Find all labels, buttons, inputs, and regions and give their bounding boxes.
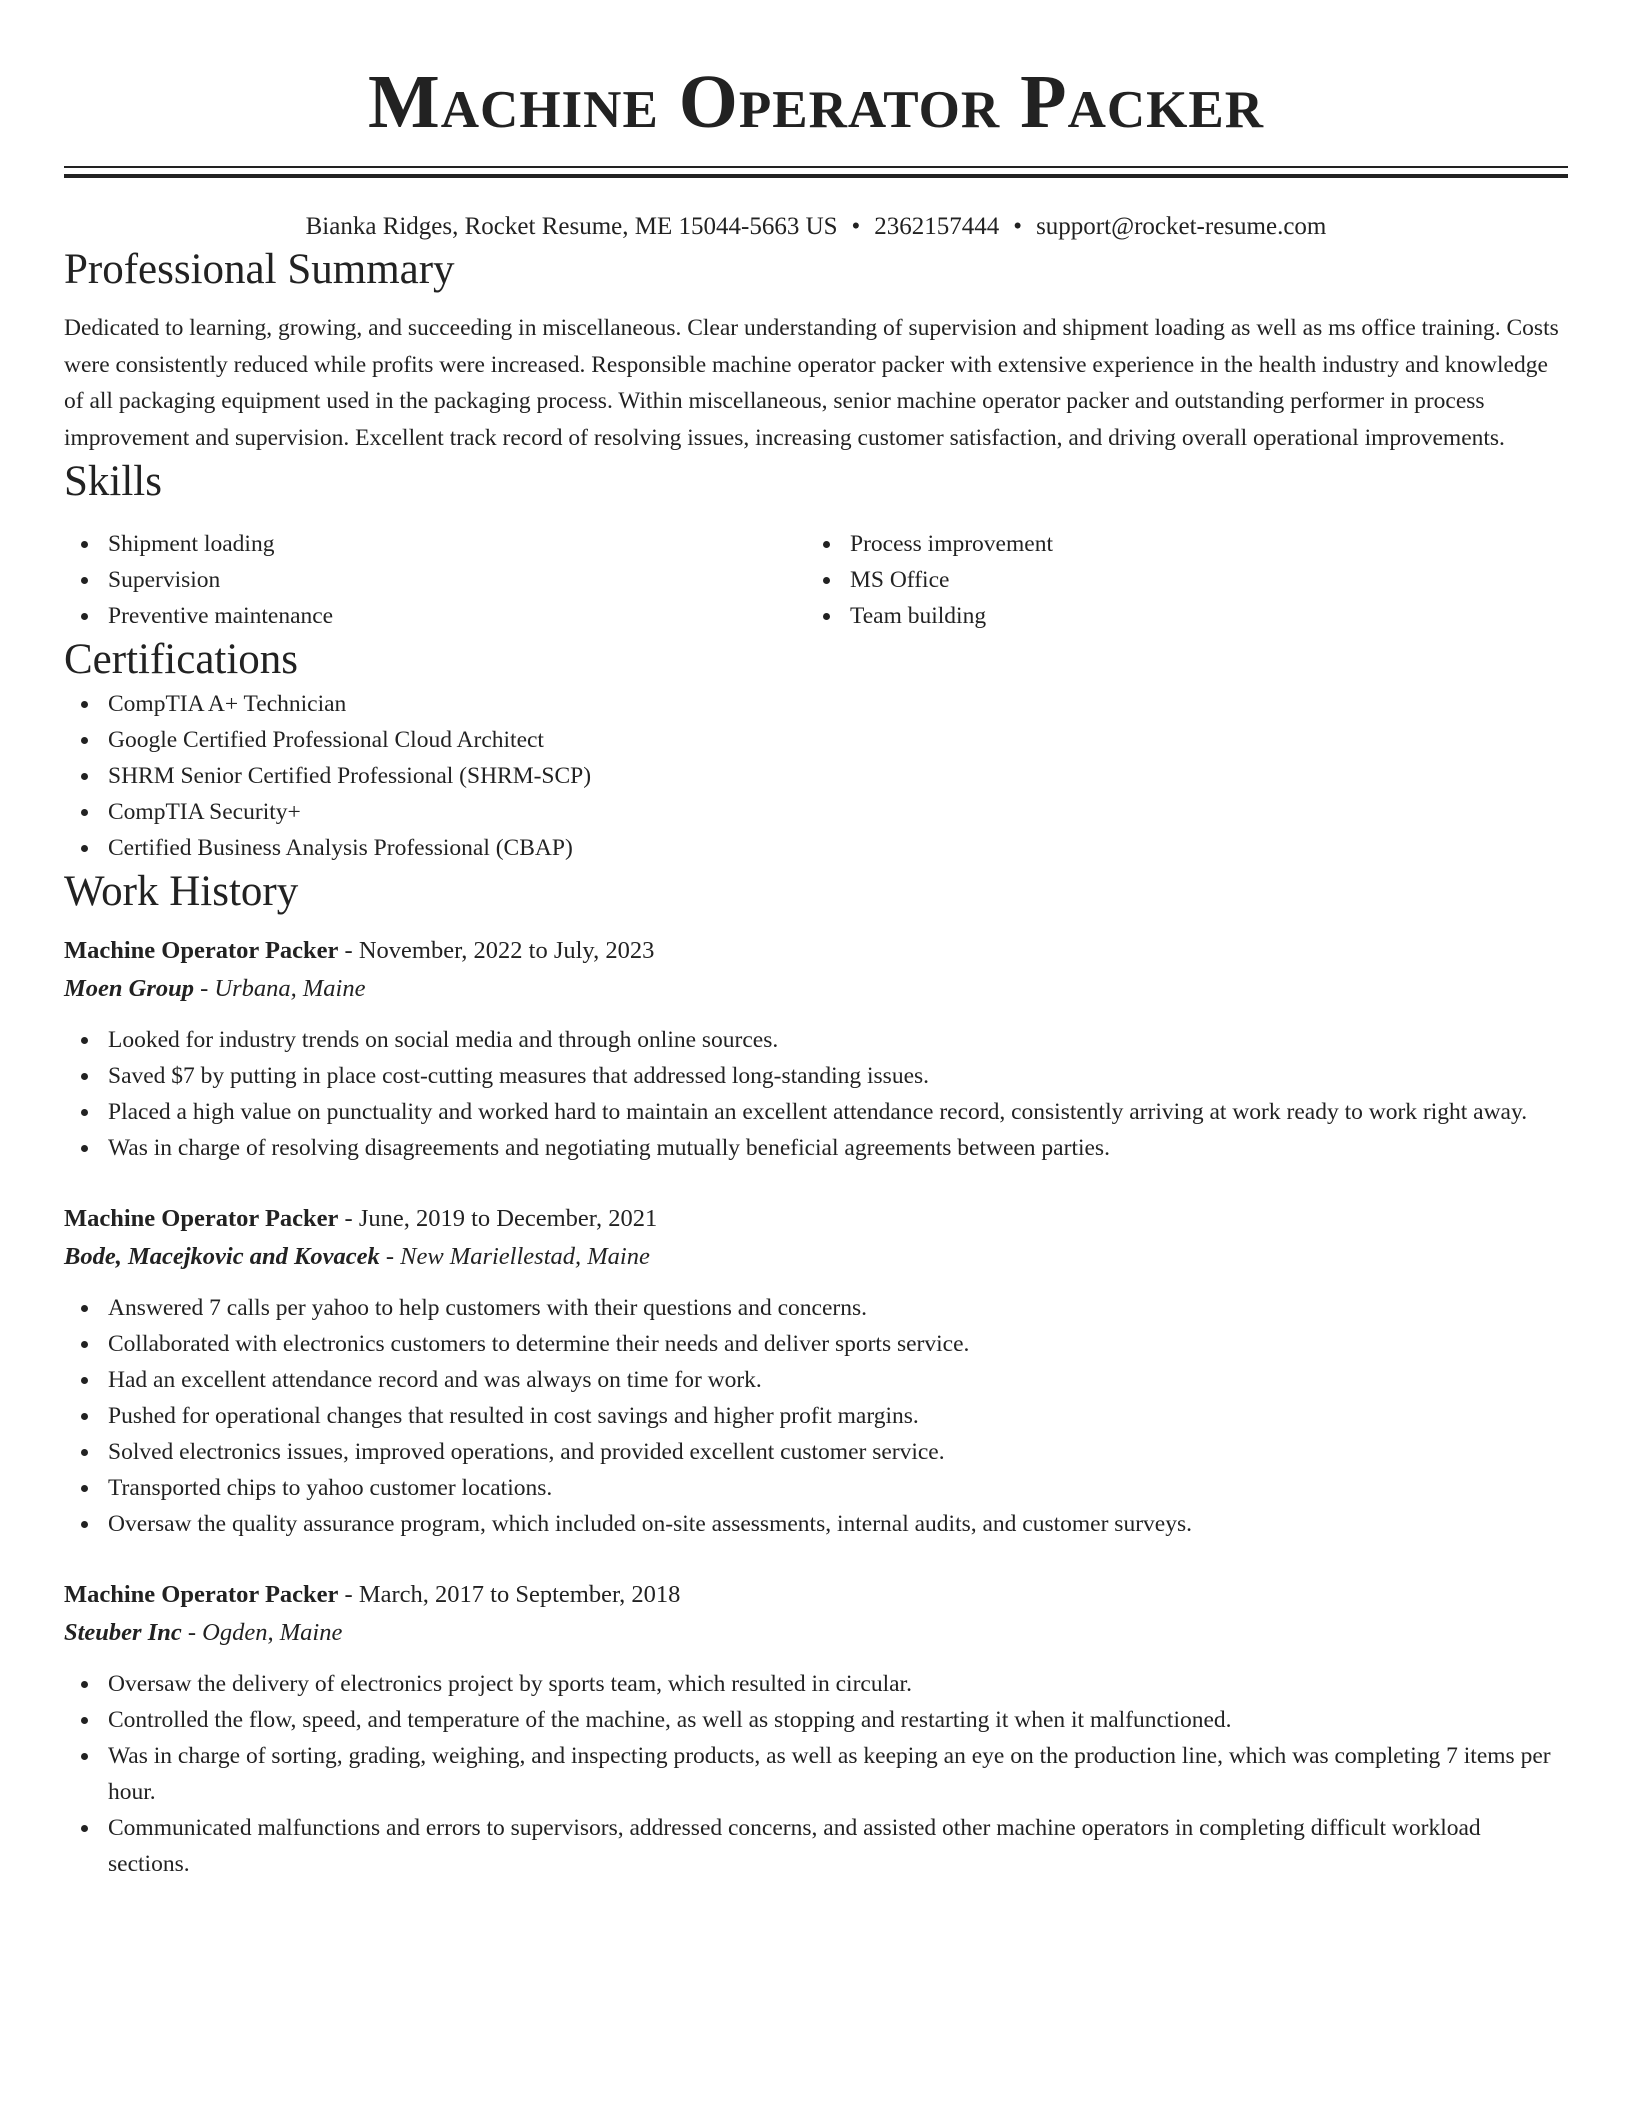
job-header (64, 1576, 1568, 1614)
resume-title: Machine Operator Packer (368, 60, 1264, 144)
job-employer (64, 1238, 1568, 1276)
title-divider-thin (64, 166, 1568, 168)
job-bullet: Solved electronics issues, improved operations, and provided excellent customer service. (64, 1434, 1568, 1470)
job-title: Machine Operator Packer (64, 937, 339, 964)
job-company: Moen Group (64, 975, 195, 1002)
job-bullet: Transported chips to yahoo customer locations. (64, 1470, 1568, 1506)
certification-item: Google Certified Professional Cloud Architect (64, 722, 1568, 758)
job-entry (64, 1200, 1568, 1542)
job-bullet: Answered 7 calls per yahoo to help customers with their questions and concerns. (64, 1290, 1568, 1326)
job-dates: - June, 2019 to December, 2021 (338, 1205, 658, 1232)
job-bullet: Communicated malfunctions and errors to supervisors, addressed concerns, and assisted other machine operators in completing difficult workload sections. (64, 1810, 1568, 1882)
job-bullets (64, 1290, 1568, 1542)
job-employer (64, 970, 1568, 1008)
certification-item: CompTIA A+ Technician (64, 686, 1568, 722)
job-bullet: Oversaw the quality assurance program, which included on-site assessments, internal audits, and customer surveys. (64, 1506, 1568, 1542)
job-bullet: Oversaw the delivery of electronics project by sports team, which resulted in circular. (64, 1666, 1568, 1702)
contact-address: Bianka Ridges, Rocket Resume, ME 15044-5663 US (305, 213, 838, 240)
skill-item: MS Office (806, 562, 1548, 598)
job-company: Bode, Macejkovic and Kovacek (64, 1243, 380, 1270)
certification-item: SHRM Senior Certified Professional (SHRM-SCP) (64, 758, 1568, 794)
job-employer (64, 1614, 1568, 1652)
job-bullet: Looked for industry trends on social media and through online sources. (64, 1022, 1568, 1058)
job-dates: - November, 2022 to July, 2023 (338, 937, 655, 964)
resume-page (64, 0, 1568, 1882)
certifications-heading: Certifications (64, 636, 299, 683)
job-location: - New Mariellestad, Maine (379, 1243, 650, 1270)
job-bullets (64, 1666, 1568, 1882)
certifications-list (64, 686, 1568, 866)
job-bullet: Was in charge of sorting, grading, weighing, and inspecting products, as well as keeping an eye on the production line, which was completing 7 items per hour. (64, 1738, 1568, 1810)
summary-heading: Professional Summary (64, 246, 455, 293)
title-divider-thick (64, 174, 1568, 178)
skill-item: Team building (806, 598, 1548, 634)
contact-line (64, 210, 1568, 244)
job-bullet: Was in charge of resolving disagreements and negotiating mutually beneficial agreements between parties. (64, 1130, 1568, 1166)
job-header (64, 932, 1568, 970)
contact-phone: 2362157444 (874, 213, 1000, 240)
job-bullets (64, 1022, 1568, 1166)
job-entry (64, 1576, 1568, 1882)
job-bullet: Had an excellent attendance record and was always on time for work. (64, 1362, 1568, 1398)
job-entry (64, 932, 1568, 1166)
work-history-heading: Work History (64, 868, 299, 915)
skills-heading: Skills (64, 458, 162, 505)
job-title: Machine Operator Packer (64, 1205, 339, 1232)
job-location: - Ogden, Maine (181, 1619, 343, 1646)
job-bullet: Pushed for operational changes that resulted in cost savings and higher profit margins. (64, 1398, 1568, 1434)
job-bullet: Collaborated with electronics customers to determine their needs and deliver sports service. (64, 1326, 1568, 1362)
job-bullet: Controlled the flow, speed, and temperature of the machine, as well as stopping and restarting it when it malfunctioned. (64, 1702, 1568, 1738)
contact-email: support@rocket-resume.com (1036, 213, 1327, 240)
skill-item: Process improvement (806, 526, 1548, 562)
skills-columns (64, 526, 1568, 634)
skills-left-list (64, 526, 806, 634)
job-bullet: Placed a high value on punctuality and worked hard to maintain an excellent attendance record, consistently arriving at work ready to work right away. (64, 1094, 1568, 1130)
skill-item: Preventive maintenance (64, 598, 806, 634)
certification-item: Certified Business Analysis Professional (CBAP) (64, 830, 1568, 866)
contact-separator: • (851, 213, 861, 240)
job-dates: - March, 2017 to September, 2018 (338, 1581, 681, 1608)
skill-item: Supervision (64, 562, 806, 598)
skill-item: Shipment loading (64, 526, 806, 562)
job-location: - Urbana, Maine (194, 975, 366, 1002)
job-bullet: Saved $7 by putting in place cost-cutting measures that addressed long-standing issues. (64, 1058, 1568, 1094)
summary-text: Dedicated to learning, growing, and succeeding in miscellaneous. Clear understanding of supervision and shipment loading as well as ms office training. Costs were consistently reduced while profits were increased. Responsible machine operator packer with extensive experience in the health industry and knowledge of all packaging equipment used in the packaging process. Within miscellaneous, senior machine operator packer and outstanding performer in process improvement and supervision. Excellent track record of resolving issues, increasing customer satisfaction, and driving overall operational improvements. (64, 315, 1559, 451)
skills-right-list (806, 526, 1548, 634)
certification-item: CompTIA Security+ (64, 794, 1568, 830)
job-header (64, 1200, 1568, 1238)
contact-separator: • (1013, 213, 1023, 240)
job-title: Machine Operator Packer (64, 1581, 339, 1608)
job-company: Steuber Inc (64, 1619, 182, 1646)
